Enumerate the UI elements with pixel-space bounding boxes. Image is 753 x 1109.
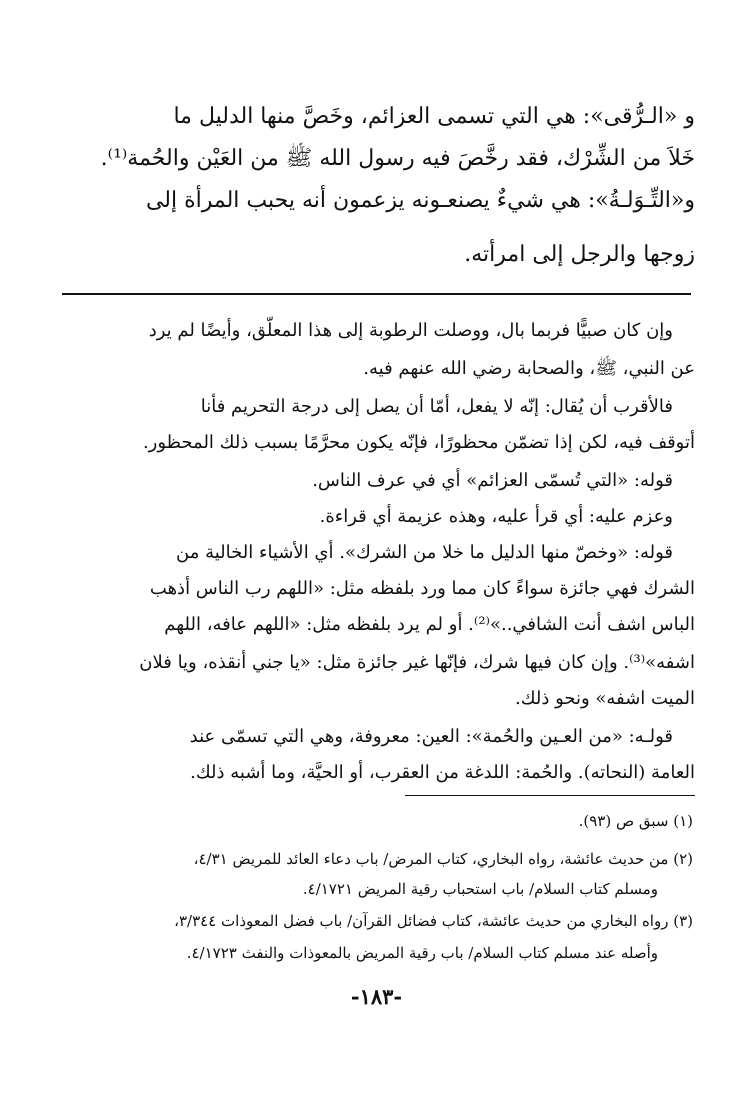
commentary-line: وعزم عليه: أي قرأ عليه، وهذه عزيمة أي قراءة. <box>319 506 673 527</box>
main-line: و«التِّـوَلـةُ»: هي شيءٌ يصنعـونه يزعمون أنه يحبب المرأة إلى <box>145 188 695 213</box>
footnote-line: (٢) من حديث عائشة، رواه البخاري، كتاب المرض/ باب دعاء العائد للمريض ٤/٣١، <box>193 850 693 868</box>
commentary-line: قوله: «وخصّ منها الدليل ما خلا من الشرك». أي الأشياء الخالية من <box>176 542 673 563</box>
commentary-line: وإن كان صبيًّا فربما بال، ووصلت الرطوبة إلى هذا المعلَّق، وأيضًا لم يرد <box>148 320 673 341</box>
footnote-separator <box>405 795 695 796</box>
commentary-line: الشرك فهي جائزة سواءً كان مما ورد بلفظه مثل: «اللهم رب الناس أذهب <box>149 578 695 599</box>
main-line: و «الـرُّقى»: هي التي تسمى العزائم، وخَصَّ منها الدليل ما <box>173 104 695 129</box>
footnote-line: (٣) رواه البخاري من حديث عائشة، كتاب فضائل القرآن/ باب فضل المعوذات ٣/٣٤٤، <box>174 912 693 930</box>
footnote-line: (١) سبق ص (٩٣). <box>578 812 693 830</box>
commentary-line: أتوقف فيه، لكن إذا تضمّن محظورًا، فإنّه يكون محرَّمًا بسبب ذلك المحظور. <box>142 432 695 453</box>
commentary-line: قولـه: «من العـين والحُمة»: العين: معروفة، وهي التي تسمّى عند <box>189 726 673 747</box>
commentary-line: اشفه»⁽³⁾. وإن كان فيها شرك، فإنّها غير جائزة مثل: «يا جني أنقذه، ويا فلان <box>139 652 695 673</box>
commentary-line: قوله: «التي تُسمّى العزائم» أي في عرف الناس. <box>312 470 673 491</box>
page-number: -١٨٣- <box>350 984 403 1009</box>
footnote-line: وأصله عند مسلم كتاب السلام/ باب رقية المريض بالمعوذات والنفث ٤/١٧٢٣. <box>186 944 658 962</box>
commentary-line: الميت اشفه» ونحو ذلك. <box>514 688 695 709</box>
main-line: زوجها والرجل إلى امرأته. <box>464 242 695 267</box>
commentary-line: العامة (النحاته). والحُمة: اللدغة من العقرب، أو الحيَّة، وما أشبه ذلك. <box>190 762 695 783</box>
commentary-line: الباس اشف أنت الشافي..»⁽²⁾. أو لم يرد بلفظه مثل: «اللهم عافه، اللهم <box>164 614 695 635</box>
footnote-line: ومسلم كتاب السلام/ باب استحباب رقية المريض ٤/١٧٢١. <box>302 880 658 898</box>
commentary-line: عن النبي، ﷺ، والصحابة رضي الله عنهم فيه. <box>363 358 695 379</box>
main-line: خَلاَ من الشِّرْك، فقد رخَّصَ فيه رسول الله ﷺ من العَيْن والحُمة⁽¹⁾. <box>100 146 695 171</box>
commentary-line: فالأقرب أن يُقال: إنّه لا يفعل، أمّا أن يصل إلى درجة التحريم فأنا <box>200 396 673 417</box>
main-separator <box>62 293 691 295</box>
